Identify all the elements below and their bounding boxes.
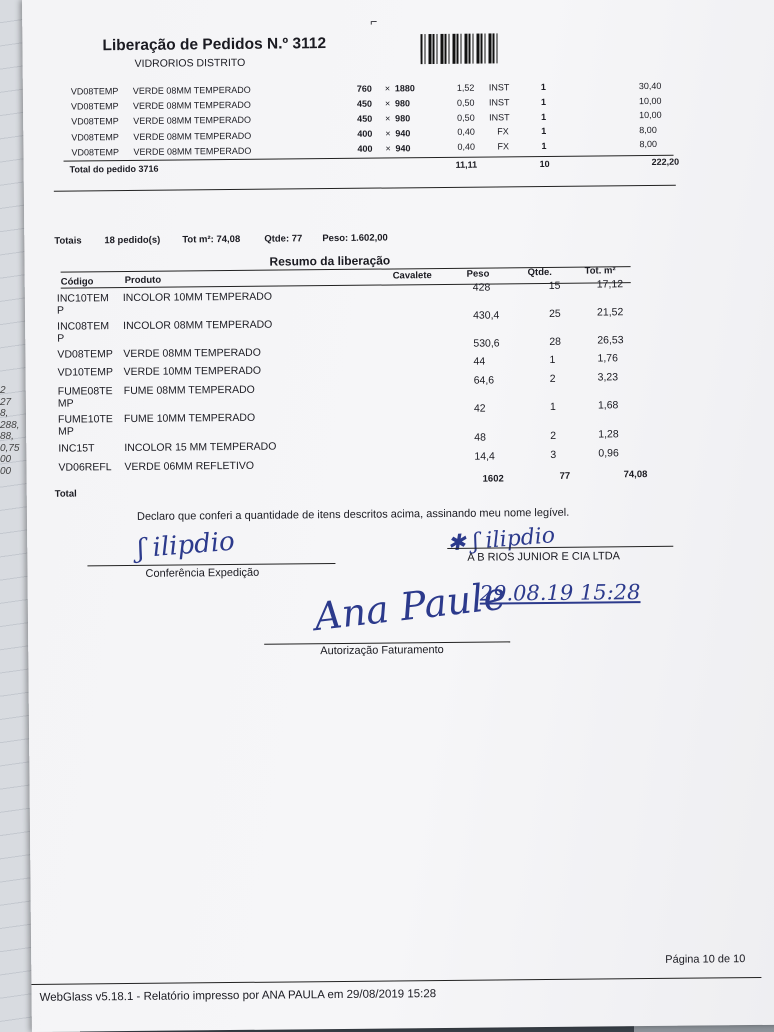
item-height: 940 xyxy=(395,143,411,154)
item-height: 940 xyxy=(395,128,411,139)
summary-qty: 15 xyxy=(548,279,561,292)
item-qty: 1 xyxy=(540,96,547,107)
totals-qty: Qtde: 77 xyxy=(264,233,303,245)
item-code: VD08TEMP xyxy=(70,86,119,97)
summary-product: VERDE 06MM REFLETIVO xyxy=(124,459,255,474)
summary-total-qty: 77 xyxy=(559,470,571,482)
summary-code: FUME10TE MP xyxy=(57,413,113,438)
item-width: 400 xyxy=(357,143,373,154)
dimension-separator: × xyxy=(385,113,391,124)
item-type: FX xyxy=(497,126,509,137)
summary-total-m2: 74,08 xyxy=(623,469,648,481)
totals-label: Totais xyxy=(54,235,82,247)
item-product: VERDE 08MM TEMPERADO xyxy=(133,145,252,157)
summary-m2: 3,23 xyxy=(597,371,619,384)
handwritten-date: 29.08.19 15:28 xyxy=(479,580,641,606)
dimension-separator: × xyxy=(384,83,391,94)
summary-qty: 3 xyxy=(550,448,557,461)
dimension-separator: × xyxy=(385,143,391,154)
declaration-text: Declaro que conferi a quantidade de itens descritos acima, assinando meu nome legível. xyxy=(136,506,570,523)
barcode xyxy=(420,33,498,64)
summary-weight: 64,6 xyxy=(473,374,495,387)
summary-qty: 25 xyxy=(548,307,561,320)
order-total-label: Total do pedido 3716 xyxy=(69,163,159,175)
item-product: VERDE 08MM TEMPERADO xyxy=(133,130,252,142)
footer-print-info: WebGlass v5.18.1 - Relatório impresso por ANA PAULA em 29/08/2019 15:28 xyxy=(39,988,437,1004)
summary-code: VD08TEMP xyxy=(57,348,113,361)
document-title: Liberação de Pedidos N.º 3112 xyxy=(102,35,327,55)
summary-code: FUME08TE MP xyxy=(57,385,113,410)
edge-numbers: 2 27 8, 288, 88, 0,75 00 00 xyxy=(0,385,20,477)
item-product: VERDE 08MM TEMPERADO xyxy=(133,115,252,127)
summary-header-qty: Qtde. xyxy=(527,266,552,279)
dimension-separator: × xyxy=(384,98,391,109)
item-width: 400 xyxy=(357,128,373,139)
item-width: 450 xyxy=(357,113,373,124)
summary-m2: 17,12 xyxy=(596,278,624,291)
summary-product: FUME 10MM TEMPERADO xyxy=(123,411,256,426)
summary-weight: 42 xyxy=(473,402,486,415)
signature-expedition: ʃ ilipdio xyxy=(136,526,236,565)
summary-header-code: Código xyxy=(60,276,94,288)
order-total-qty: 10 xyxy=(539,158,550,170)
footer-divider xyxy=(31,977,761,985)
summary-qty: 1 xyxy=(549,353,556,366)
summary-code: VD06REFL xyxy=(58,461,112,474)
summary-code: VD10TEMP xyxy=(57,366,114,379)
summary-product: VERDE 08MM TEMPERADO xyxy=(123,346,261,361)
item-qty: 1 xyxy=(541,111,547,122)
summary-weight: 430,4 xyxy=(472,309,500,322)
client-name: VIDRORIOS DISTRITO xyxy=(134,56,246,70)
summary-header-weight: Peso xyxy=(466,268,490,280)
item-qty: 1 xyxy=(541,126,547,137)
summary-code: INC10TEM P xyxy=(56,292,109,317)
summary-total-weight: 1602 xyxy=(482,473,504,485)
billing-label: Autorização Faturamento xyxy=(320,643,444,658)
summary-m2: 26,53 xyxy=(597,334,624,347)
item-total: 30,40 xyxy=(638,80,662,92)
item-product: VERDE 08MM TEMPERADO xyxy=(132,99,251,112)
summary-header-product: Produto xyxy=(124,274,162,287)
item-type: INST xyxy=(489,111,510,123)
signature-billing: Ana Paule xyxy=(311,573,509,640)
dimension-separator: × xyxy=(385,128,391,139)
item-width: 450 xyxy=(356,98,373,109)
expedition-label: Conferência Expedição xyxy=(145,566,260,580)
summary-header-m2: Tot. m² xyxy=(584,265,616,277)
item-total: 8,00 xyxy=(639,139,657,150)
summary-qty: 2 xyxy=(550,429,557,442)
item-height: 1880 xyxy=(394,83,415,94)
summary-qty: 2 xyxy=(549,372,556,385)
item-qty: 1 xyxy=(541,141,547,152)
signature-company: ✱ ʃ ilipdio xyxy=(446,523,556,557)
totals-orders: 18 pedido(s) xyxy=(104,234,161,247)
company-label: A B RIOS JUNIOR E CIA LTDA xyxy=(467,550,621,564)
summary-product: VERDE 10MM TEMPERADO xyxy=(123,364,262,379)
item-total: 10,00 xyxy=(638,95,662,106)
summary-weight: 44 xyxy=(473,355,486,368)
item-area: 0,50 xyxy=(456,97,475,108)
summary-header-cavalete: Cavalete xyxy=(392,270,432,282)
order-total-area: 11,11 xyxy=(455,159,478,170)
item-area: 0,50 xyxy=(457,112,475,123)
item-code: VD08TEMP xyxy=(71,116,119,127)
item-type: INST xyxy=(488,82,510,93)
signature-line xyxy=(87,563,335,566)
item-area: 0,40 xyxy=(457,141,476,153)
item-total: 10,00 xyxy=(639,110,662,121)
summary-product: INCOLOR 10MM TEMPERADO xyxy=(122,290,273,305)
footer-page-number: Página 10 de 10 xyxy=(665,953,746,966)
item-type: FX xyxy=(497,141,509,152)
item-area: 1,52 xyxy=(456,82,475,93)
document-page xyxy=(22,0,774,1032)
summary-code: INC15T xyxy=(58,442,95,455)
item-product: VERDE 08MM TEMPERADO xyxy=(132,84,251,96)
summary-qty: 28 xyxy=(549,335,562,348)
summary-product: INCOLOR 15 MM TEMPERADO xyxy=(124,440,277,455)
summary-title: Resumo da liberação xyxy=(269,253,391,269)
summary-product: FUME 08MM TEMPERADO xyxy=(123,383,255,398)
pen-mark: ⌐ xyxy=(370,14,378,29)
summary-m2: 0,96 xyxy=(598,447,619,460)
item-area: 0,40 xyxy=(457,127,475,138)
item-code: VD08TEMP xyxy=(70,101,119,112)
summary-product: INCOLOR 08MM TEMPERADO xyxy=(123,318,273,333)
summary-weight: 48 xyxy=(474,431,486,444)
item-height: 980 xyxy=(394,98,411,109)
summary-total-label: Total xyxy=(54,488,77,500)
item-code: VD08TEMP xyxy=(71,146,120,158)
summary-m2: 1,28 xyxy=(598,428,619,441)
item-qty: 1 xyxy=(540,81,546,93)
order-total-value: 222,20 xyxy=(651,156,680,167)
summary-m2: 1,68 xyxy=(597,399,619,412)
item-code: VD08TEMP xyxy=(71,131,119,143)
summary-code: INC08TEM P xyxy=(57,320,110,345)
item-width: 760 xyxy=(356,83,372,94)
divider xyxy=(54,185,676,192)
summary-weight: 428 xyxy=(472,281,491,294)
summary-weight: 14,4 xyxy=(474,450,495,463)
summary-m2: 21,52 xyxy=(596,306,624,319)
totals-weight: Peso: 1.602,00 xyxy=(322,232,388,245)
summary-qty: 1 xyxy=(549,400,556,413)
item-type: INST xyxy=(488,97,510,108)
summary-weight: 530,6 xyxy=(473,337,500,350)
summary-m2: 1,76 xyxy=(597,352,618,365)
item-height: 980 xyxy=(395,113,411,124)
totals-m2: Tot m²: 74,08 xyxy=(182,233,241,246)
item-total: 8,00 xyxy=(639,124,657,135)
